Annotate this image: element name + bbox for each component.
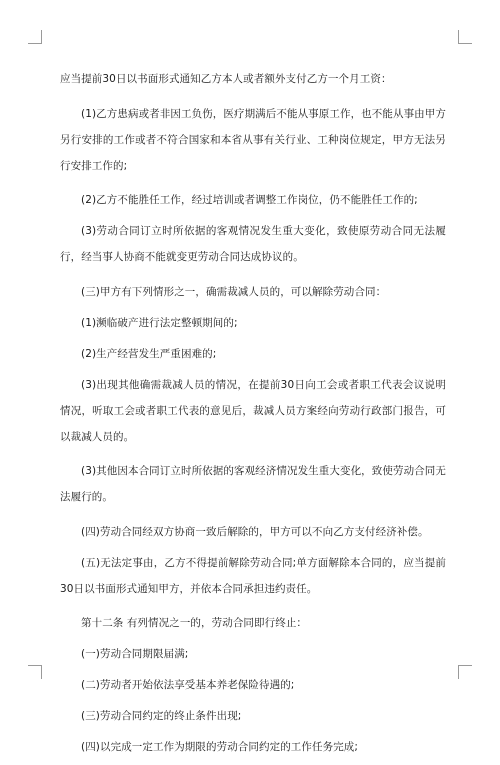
document-body <box>60 66 446 765</box>
crop-mark-bottom-right <box>458 665 472 679</box>
paragraph-notice-clause: 应当提前30日以书面形式通知乙方本人或者额外支付乙方一个月工资： <box>60 73 392 85</box>
paragraph-pension-item: (二)劳动者开始依法享受基本养老保险待遇的; <box>81 679 295 691</box>
paragraph-task-completion-item: (四)以完成一定工作为期限的劳动合同约定的工作任务完成; <box>81 741 359 753</box>
paragraph-incompetence-clause: (2)乙方不能胜任工作，经过培训或者调整工作岗位，仍不能胜任工作的; <box>81 194 418 206</box>
crop-mark-bottom-left <box>28 665 42 679</box>
crop-mark-top-right <box>458 30 472 44</box>
paragraph-unilateral-termination-clause: (五)无法定事由，乙方不得提前解除劳动合同;单方面解除本合同的，应当提前30日以书面形式通知甲方，并依本合同承担违约责任。 <box>60 556 446 595</box>
paragraph-article-twelve-heading: 第十二条 有列情况之一的，劳动合同即行终止： <box>81 617 308 629</box>
paragraph-termination-condition-item: (三)劳动合同约定的终止条件出现; <box>81 710 242 722</box>
paragraph-mutual-agreement-clause: (四)劳动合同经双方协商一致后解除的，甲方可以不向乙方支付经济补偿。 <box>81 525 429 538</box>
paragraph-term-expiry-item: (一)劳动合同期限届满; <box>81 648 189 660</box>
paragraph-hardship-item: (2)生产经营发生严重困难的; <box>81 347 217 360</box>
paragraph-illness-clause: (1)乙方患病或者非因工负伤，医疗期满后不能从事原工作，也不能从事由甲方另行安排的工作或者不符合国家和本省从事有关行业、工种岗位规定，甲方无法另行安排工作的; <box>60 107 446 172</box>
paragraph-economic-change-item: (3)其他因本合同订立时所依据的客观经济情况发生重大变化，致使劳动合同无法履行的。 <box>60 465 446 503</box>
paragraph-layoff-heading: (三)甲方有下列情形之一，确需裁减人员的，可以解除劳动合同： <box>81 285 387 298</box>
paragraph-other-layoff-item: (3)出现其他确需裁减人员的情况，在提前30日向工会或者职工代表会议说明情况，听取工会或者职工代表的意见后，裁减人员方案经向劳动行政部门报告，可以裁减人员的。 <box>60 378 446 443</box>
paragraph-changed-circumstances-clause: (3)劳动合同订立时所依据的客观情况发生重大变化，致使原劳动合同无法履行，经当事人协商不能就变更劳动合同达成协议的。 <box>60 225 446 263</box>
paragraph-bankruptcy-item: (1)濒临破产进行法定整顿期间的; <box>81 316 238 329</box>
crop-mark-top-left <box>28 30 42 44</box>
